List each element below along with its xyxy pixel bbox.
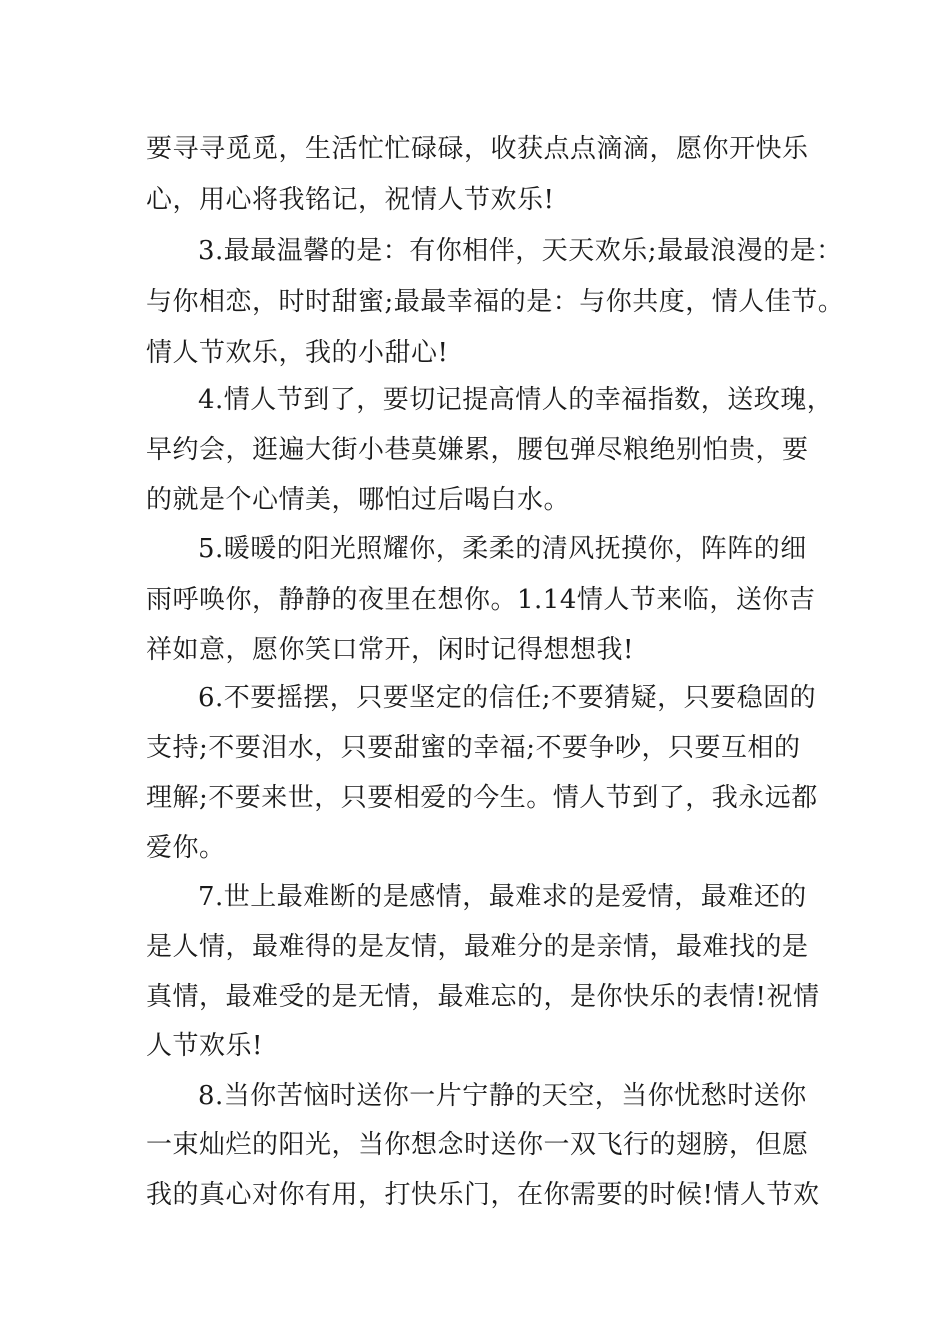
paragraph-2-line-2: 与你相恋，时时甜蜜;最最幸福的是：与你共度，情人佳节。 — [146, 287, 845, 317]
paragraph-3-line-1: 4.情人节到了，要切记提高情人的幸福指数，送玫瑰， — [198, 385, 834, 415]
paragraph-7-line-3: 我的真心对你有用，打快乐门，在你需要的时候!情人节欢 — [146, 1180, 820, 1210]
paragraph-4-line-3: 祥如意，愿你笑口常开，闲时记得想想我! — [146, 635, 634, 665]
paragraph-2-line-1: 3.最最温馨的是：有你相伴，天天欢乐;最最浪漫的是： — [198, 236, 843, 266]
paragraph-5-line-2: 支持;不要泪水，只要甜蜜的幸福;不要争吵，只要互相的 — [146, 733, 801, 763]
paragraph-6-line-1: 7.世上最难断的是感情，最难求的是爱情，最难还的 — [198, 882, 807, 912]
paragraph-6-line-2: 是人情，最难得的是友情，最难分的是亲情，最难找的是 — [146, 932, 809, 962]
paragraph-6-line-4: 人节欢乐! — [146, 1031, 263, 1061]
paragraph-4-line-2: 雨呼唤你，静静的夜里在想你。1.14情人节来临，送你吉 — [146, 585, 816, 615]
paragraph-1-line-1: 要寻寻觅觅，生活忙忙碌碌，收获点点滴滴，愿你开快乐 — [146, 134, 809, 164]
paragraph-5-line-3: 理解;不要来世，只要相爱的今生。情人节到了，我永远都 — [146, 783, 818, 813]
paragraph-5-line-1: 6.不要摇摆，只要坚定的信任;不要猜疑，只要稳固的 — [198, 683, 817, 713]
paragraph-5-line-4: 爱你。 — [146, 833, 226, 863]
paragraph-7-line-1: 8.当你苦恼时送你一片宁静的天空，当你忧愁时送你 — [198, 1081, 807, 1111]
paragraph-3-line-2: 早约会，逛遍大街小巷莫嫌累，腰包弹尽粮绝别怕贵，要 — [146, 435, 809, 465]
paragraph-2-line-3: 情人节欢乐，我的小甜心! — [146, 338, 449, 368]
paragraph-4-line-1: 5.暖暖的阳光照耀你，柔柔的清风抚摸你，阵阵的细 — [198, 534, 807, 564]
paragraph-3-line-3: 的就是个心情美，哪怕过后喝白水。 — [146, 485, 571, 515]
paragraph-7-line-2: 一束灿烂的阳光，当你想念时送你一双飞行的翅膀，但愿 — [146, 1130, 809, 1160]
paragraph-6-line-3: 真情，最难受的是无情，最难忘的，是你快乐的表情!祝情 — [146, 982, 820, 1012]
paragraph-1-line-2: 心，用心将我铭记，祝情人节欢乐! — [146, 185, 555, 215]
